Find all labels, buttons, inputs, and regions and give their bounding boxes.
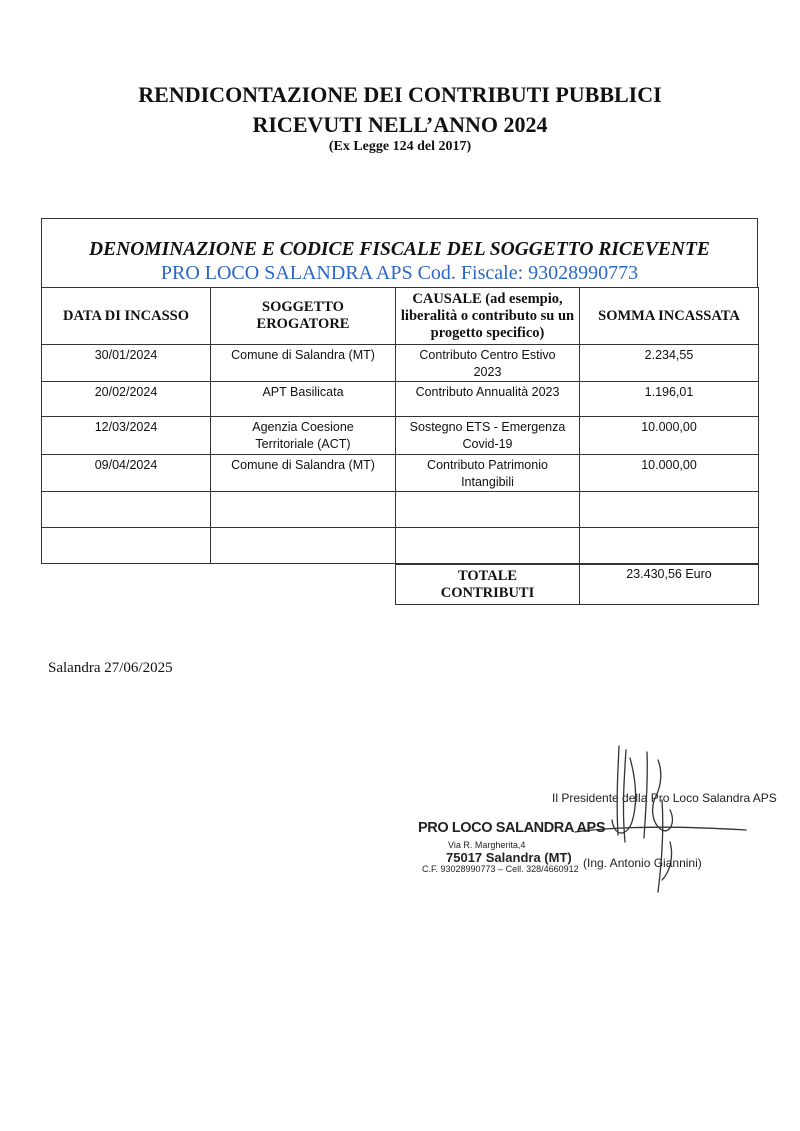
- cell-reason: Contributo Centro Estivo 2023: [396, 345, 580, 382]
- contributions-table: [41, 287, 759, 564]
- cell-payer: Comune di Salandra (MT): [211, 455, 396, 492]
- recipient-box: [41, 218, 758, 288]
- cell-amount: 10.000,00: [580, 455, 759, 492]
- cell-amount: [580, 528, 759, 564]
- cell-reason: Contributo Annualità 2023: [396, 382, 580, 417]
- stamp-name: PRO LOCO SALANDRA APS: [418, 820, 606, 836]
- header-amount: SOMMA INCASSATA: [580, 288, 759, 345]
- cell-reason: [396, 528, 580, 564]
- table-row: [42, 492, 759, 528]
- cell-reason: Sostegno ETS - Emergenza Covid-19: [396, 417, 580, 455]
- president-role: Il Presidente della Pro Loco Salandra APS: [552, 791, 777, 805]
- cell-date: 12/03/2024: [42, 417, 211, 455]
- table-row: [42, 417, 759, 455]
- cell-reason: [396, 492, 580, 528]
- place-date: Salandra 27/06/2025: [48, 660, 173, 676]
- cell-amount: 1.196,01: [580, 382, 759, 417]
- cell-date: 20/02/2024: [42, 382, 211, 417]
- total-table: [395, 564, 759, 605]
- total-value: 23.430,56 Euro: [580, 565, 759, 605]
- table-row: [42, 528, 759, 564]
- stamp-city: 75017 Salandra (MT): [446, 850, 572, 865]
- document-title-line2: RICEVUTI NELL’ANNO 2024: [252, 112, 548, 137]
- table-header-row: [42, 288, 759, 345]
- header-payer: SOGGETTO EROGATORE: [211, 288, 396, 345]
- recipient-heading: DENOMINAZIONE E CODICE FISCALE DEL SOGGETTO RICEVENTE: [89, 239, 710, 260]
- document-title-line1: RENDICONTAZIONE DEI CONTRIBUTI PUBBLICI: [138, 82, 662, 107]
- header-date: DATA DI INCASSO: [42, 288, 211, 345]
- cell-date: [42, 528, 211, 564]
- table-row: [42, 382, 759, 417]
- recipient-name: PRO LOCO SALANDRA APS Cod. Fiscale: 93028990773: [160, 262, 639, 284]
- table-row: [42, 455, 759, 492]
- signer-name: (Ing. Antonio Giannini): [583, 856, 702, 870]
- stamp-address: Via R. Margherita,4: [448, 840, 526, 850]
- cell-payer: APT Basilicata: [211, 382, 396, 417]
- document-subtitle: (Ex Legge 124 del 2017): [328, 139, 472, 154]
- table-row: [42, 345, 759, 382]
- cell-amount: 10.000,00: [580, 417, 759, 455]
- cell-reason: Contributo Patrimonio Intangibili: [396, 455, 580, 492]
- cell-payer: Agenzia Coesione Territoriale (ACT): [211, 417, 396, 455]
- cell-payer: [211, 528, 396, 564]
- stamp-tax-code: C.F. 93028990773 – Cell. 328/4660912: [422, 864, 579, 874]
- cell-amount: 2.234,55: [580, 345, 759, 382]
- cell-date: [42, 492, 211, 528]
- cell-payer: [211, 492, 396, 528]
- cell-payer: Comune di Salandra (MT): [211, 345, 396, 382]
- cell-date: 09/04/2024: [42, 455, 211, 492]
- cell-amount: [580, 492, 759, 528]
- total-label: TOTALE CONTRIBUTI: [396, 565, 580, 605]
- header-reason: CAUSALE (ad esempio, liberalità o contributo su un progetto specifico): [396, 288, 580, 345]
- cell-date: 30/01/2024: [42, 345, 211, 382]
